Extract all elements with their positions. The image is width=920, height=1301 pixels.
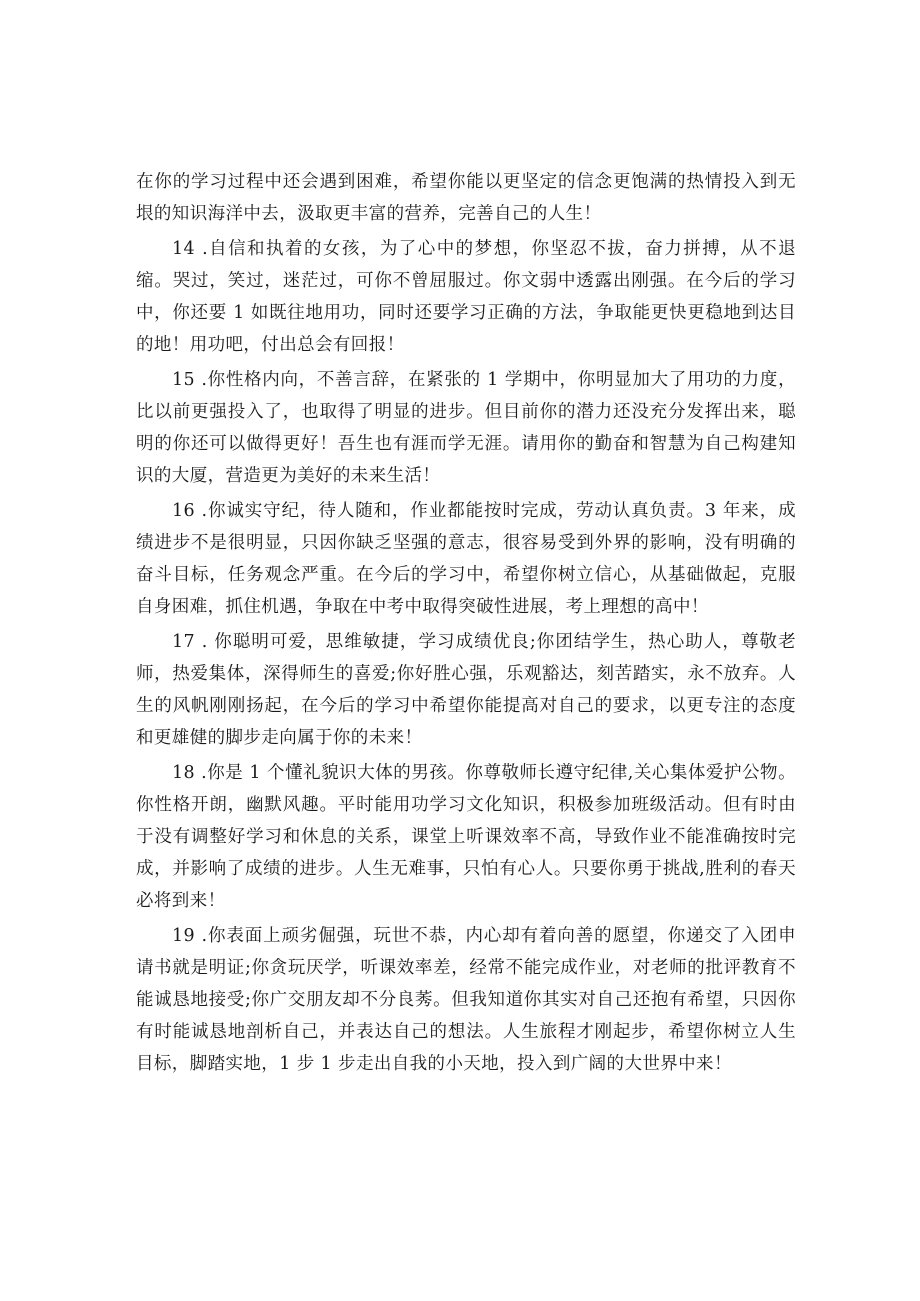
paragraph-16: 16 .你诚实守纪，待人随和，作业都能按时完成，劳动认真负责。3 年来，成绩进步不是很明显，只因你缺乏坚强的意志，很容易受到外界的影响，没有明确的奋斗目标，任务观念严重。在今后的学习中，希望你树立信心，从基础做起，克服自身困难，抓住机遇，争取在中考中取得突破性进展，考上理想的高中！ bbox=[136, 501, 796, 617]
document-body bbox=[136, 166, 796, 1083]
paragraph-14: 14 .自信和执着的女孩，为了心中的梦想，你坚忍不拔，奋力拼搏，从不退缩。哭过，笑过，迷茫过，可你不曾屈服过。你文弱中透露出刚强。在今后的学习中，你还要 1 如既往地用功，同时还要学习正确的方法，争取能更快更稳地到达目的地！用功吧，付出总会有回报！ bbox=[136, 239, 796, 355]
paragraph-18: 18 .你是 1 个懂礼貌识大体的男孩。你尊敬师长遵守纪律,关心集体爱护公物。你性格开朗，幽默风趣。平时能用功学习文化知识，积极参加班级活动。但有时由于没有调整好学习和休息的关系，课堂上听课效率不高，导致作业不能准确按时完成，并影响了成绩的进步。人生无难事，只怕有心人。只要你勇于挑战,胜利的春天必将到来！ bbox=[136, 763, 796, 911]
paragraph-continuation: 在你的学习过程中还会遇到困难，希望你能以更坚定的信念更饱满的热情投入到无垠的知识海洋中去，汲取更丰富的营养，完善自己的人生！ bbox=[136, 172, 796, 224]
paragraph-17: 17 . 你聪明可爱，思维敏捷，学习成绩优良;你团结学生，热心助人，尊敬老师，热爱集体，深得师生的喜爱;你好胜心强，乐观豁达，刻苦踏实，永不放弃。人生的风帆刚刚扬起，在今后的学习中希望你能提高对自己的要求，以更专注的态度和更雄健的脚步走向属于你的未来！ bbox=[136, 632, 796, 748]
paragraph-15: 15 .你性格内向，不善言辞，在紧张的 1 学期中，你明显加大了用功的力度，比以前更强投入了，也取得了明显的进步。但目前你的潜力还没充分发挥出来，聪明的你还可以做得更好！吾生也有涯而学无涯。请用你的勤奋和智慧为自己构建知识的大厦，营造更为美好的未来生活！ bbox=[136, 370, 796, 486]
paragraph-19: 19 .你表面上顽劣倔强，玩世不恭，内心却有着向善的愿望，你递交了入团申请书就是明证;你贪玩厌学，听课效率差，经常不能完成作业，对老师的批评教育不能诚恳地接受;你广交朋友却不分良莠。但我知道你其实对自己还抱有希望，只因你有时能诚恳地剖析自己，并表达自己的想法。人生旅程才刚起步，希望你树立人生目标，脚踏实地，1 步 1 步走出自我的小天地，投入到广阔的大世界中来！ bbox=[136, 926, 796, 1074]
